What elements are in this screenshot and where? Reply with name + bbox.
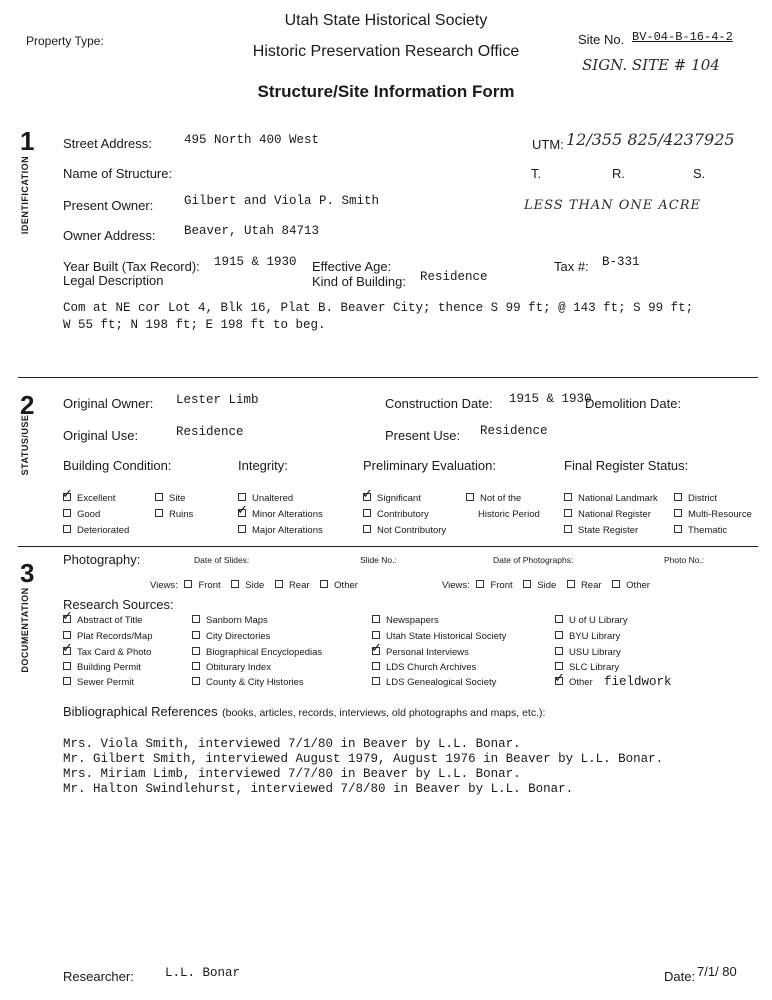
prelim-not-contributory-option[interactable]: Not Contributory bbox=[363, 525, 446, 536]
source-building-permit[interactable]: Building Permit bbox=[63, 662, 141, 673]
checkbox[interactable] bbox=[555, 647, 563, 655]
checkbox[interactable] bbox=[192, 662, 200, 670]
present-owner-value: Gilbert and Viola P. Smith bbox=[184, 194, 380, 208]
final-multi-resource-option[interactable]: Multi-Resource bbox=[674, 509, 752, 520]
owner-address-label: Owner Address: bbox=[63, 228, 156, 243]
source-slc-library[interactable]: SLC Library bbox=[555, 662, 619, 673]
integrity-major-option[interactable]: Major Alterations bbox=[238, 525, 323, 536]
section-2-number: 2 bbox=[20, 390, 35, 420]
checkbox[interactable] bbox=[238, 525, 246, 533]
checkbox[interactable] bbox=[476, 580, 484, 588]
building-condition-label: Building Condition: bbox=[63, 458, 172, 473]
checkbox-checked[interactable] bbox=[63, 615, 71, 623]
street-address-value: 495 North 400 West bbox=[184, 133, 320, 147]
date-value: 7/1/ 80 bbox=[697, 964, 737, 979]
final-national-landmark-option[interactable]: National Landmark bbox=[564, 493, 658, 504]
reference-line: Mr. Gilbert Smith, interviewed August 1979, August 1976 in Beaver by L.L. Bonar. bbox=[63, 752, 664, 766]
construction-date-label: Construction Date: bbox=[385, 396, 493, 411]
effective-age-label: Effective Age: bbox=[312, 259, 392, 274]
condition-deteriorated-option[interactable]: Deteriorated bbox=[63, 525, 129, 536]
source-utah-state-historical[interactable]: Utah State Historical Society bbox=[372, 631, 506, 642]
preliminary-evaluation-label: Preliminary Evaluation: bbox=[363, 458, 496, 473]
final-state-register-option[interactable]: State Register bbox=[564, 525, 638, 536]
researcher-label: Researcher: bbox=[63, 969, 134, 984]
source-lds-church-archives[interactable]: LDS Church Archives bbox=[372, 662, 476, 673]
checkbox-checked[interactable] bbox=[372, 647, 380, 655]
year-built-value: 1915 & 1930 bbox=[214, 255, 297, 269]
checkbox[interactable] bbox=[63, 509, 71, 517]
r-label: R. bbox=[612, 166, 625, 181]
year-built-label: Year Built (Tax Record): bbox=[63, 259, 200, 274]
t-label: T. bbox=[531, 166, 542, 181]
demolition-date-label: Demolition Date: bbox=[585, 396, 682, 411]
divider-2 bbox=[18, 546, 758, 547]
site-no-value: BV-04-B-16-4-2 bbox=[632, 30, 733, 44]
original-owner-value: Lester Limb bbox=[176, 393, 259, 407]
tax-number-label: Tax #: bbox=[554, 259, 589, 274]
original-use-value: Residence bbox=[176, 425, 244, 439]
checkbox[interactable] bbox=[523, 580, 531, 588]
checkbox[interactable] bbox=[192, 615, 200, 623]
checkbox[interactable] bbox=[363, 525, 371, 533]
checkbox[interactable] bbox=[63, 662, 71, 670]
prelim-not-historic-option[interactable]: Not of the bbox=[466, 493, 521, 504]
source-tax-card[interactable]: ✓Tax Card & Photo bbox=[63, 647, 151, 658]
source-obituary-index[interactable]: Obiturary Index bbox=[192, 662, 271, 673]
section-3-number: 3 bbox=[20, 558, 35, 588]
source-lds-genealogical[interactable]: LDS Genealogical Society bbox=[372, 677, 496, 688]
source-newspapers[interactable]: Newspapers bbox=[372, 615, 439, 626]
form-title: Structure/Site Information Form bbox=[257, 82, 515, 101]
source-city-directories[interactable]: City Directories bbox=[192, 631, 270, 642]
checkbox[interactable] bbox=[363, 509, 371, 517]
checkbox[interactable] bbox=[320, 580, 328, 588]
utm-label: UTM: bbox=[532, 137, 564, 152]
checkbox[interactable] bbox=[238, 493, 246, 501]
photo-no-label: Photo No.: bbox=[664, 555, 705, 565]
checkbox[interactable] bbox=[674, 525, 682, 533]
name-of-structure-label: Name of Structure: bbox=[63, 166, 173, 181]
integrity-label: Integrity: bbox=[238, 458, 288, 473]
construction-date-value: 1915 & 1930 bbox=[509, 392, 592, 406]
source-other-value: fieldwork bbox=[604, 675, 672, 689]
source-other[interactable]: ✓Other bbox=[555, 677, 593, 688]
checkbox[interactable] bbox=[372, 615, 380, 623]
present-owner-label: Present Owner: bbox=[63, 198, 154, 213]
present-use-value: Residence bbox=[480, 424, 548, 438]
date-label: Date: bbox=[664, 969, 696, 984]
checkbox-checked[interactable] bbox=[238, 509, 246, 517]
research-sources-label: Research Sources: bbox=[63, 597, 174, 612]
date-of-slides-label: Date of Slides: bbox=[194, 555, 250, 565]
condition-excellent-option[interactable]: ✓Excellent bbox=[63, 493, 116, 504]
checkbox[interactable] bbox=[63, 677, 71, 685]
legal-description-label: Legal Description bbox=[63, 273, 164, 288]
street-address-label: Street Address: bbox=[63, 136, 152, 151]
section-1-label: IDENTIFICATION bbox=[20, 155, 30, 235]
checkbox[interactable] bbox=[192, 647, 200, 655]
checkbox[interactable] bbox=[192, 677, 200, 685]
checkbox[interactable] bbox=[372, 631, 380, 639]
checkbox-checked[interactable] bbox=[63, 493, 71, 501]
checkbox[interactable] bbox=[192, 631, 200, 639]
checkbox[interactable] bbox=[555, 662, 563, 670]
checkbox-checked[interactable] bbox=[363, 493, 371, 501]
section-2-label: STATUS/USE bbox=[20, 414, 30, 476]
section-3-label: DOCUMENTATION bbox=[20, 587, 30, 673]
integrity-minor-option[interactable]: ✓Minor Alterations bbox=[238, 509, 323, 520]
present-use-label: Present Use: bbox=[385, 428, 461, 443]
utm-value: 12/355 825/4237925 bbox=[566, 130, 735, 149]
final-register-status-label: Final Register Status: bbox=[564, 458, 689, 473]
checkbox[interactable] bbox=[564, 493, 572, 501]
photos-views: Views: Front Side Rear Other bbox=[442, 580, 650, 591]
reference-line: Mrs. Viola Smith, interviewed 7/1/80 in Beaver by L.L. Bonar. bbox=[63, 737, 521, 751]
s-label: S. bbox=[693, 166, 706, 181]
checkbox[interactable] bbox=[567, 580, 575, 588]
prelim-contributory-option[interactable]: Contributory bbox=[363, 509, 429, 520]
section-1-number: 1 bbox=[20, 126, 35, 156]
office-name: Historic Preservation Research Office bbox=[252, 43, 520, 60]
acreage-note: LESS THAN ONE ACRE bbox=[524, 198, 702, 213]
original-use-label: Original Use: bbox=[63, 428, 139, 443]
checkbox[interactable] bbox=[63, 525, 71, 533]
prelim-significant-option[interactable]: ✓Significant bbox=[363, 493, 421, 504]
final-national-register-option[interactable]: National Register bbox=[564, 509, 651, 520]
divider-1 bbox=[18, 377, 758, 378]
researcher-value: L.L. Bonar bbox=[165, 966, 241, 980]
condition-ruins-option[interactable]: Ruins bbox=[155, 509, 193, 520]
final-district-option[interactable]: District bbox=[674, 493, 717, 504]
legal-description-line-1: Com at NE cor Lot 4, Blk 16, Plat B. Beaver City; thence S 99 ft; @ 143 ft; S 99 ft; bbox=[63, 301, 694, 315]
checkbox-checked[interactable] bbox=[555, 677, 563, 685]
condition-good-option[interactable]: Good bbox=[63, 509, 100, 520]
kind-of-building-value: Residence bbox=[420, 270, 488, 284]
reference-line: Mr. Halton Swindlehurst, interviewed 7/8/80 in Beaver by L.L. Bonar. bbox=[63, 782, 574, 796]
handwritten-site-note: SIGN. SITE # 104 bbox=[582, 56, 720, 74]
bibliographical-references-heading: Bibliographical References (books, articles, records, interviews, old photographs and maps, etc.): bbox=[63, 704, 546, 719]
source-sewer-permit[interactable]: Sewer Permit bbox=[63, 677, 134, 688]
source-biographical-encyclopedias[interactable]: Biographical Encyclopedias bbox=[192, 647, 322, 658]
checkbox[interactable] bbox=[184, 580, 192, 588]
checkbox[interactable] bbox=[155, 509, 163, 517]
checkbox[interactable] bbox=[564, 525, 572, 533]
checkbox[interactable] bbox=[372, 662, 380, 670]
owner-address-value: Beaver, Utah 84713 bbox=[184, 224, 320, 238]
checkbox[interactable] bbox=[564, 509, 572, 517]
checkbox[interactable] bbox=[674, 493, 682, 501]
source-plat-records[interactable]: Plat Records/Map bbox=[63, 631, 153, 642]
original-owner-label: Original Owner: bbox=[63, 396, 154, 411]
org-name: Utah State Historical Society bbox=[284, 12, 488, 29]
checkbox[interactable] bbox=[372, 677, 380, 685]
source-abstract-of-title[interactable]: ✓Abstract of Title bbox=[63, 615, 142, 626]
checkbox-checked[interactable] bbox=[63, 647, 71, 655]
checkbox[interactable] bbox=[466, 493, 474, 501]
tax-number-value: B-331 bbox=[602, 255, 640, 269]
checkbox[interactable] bbox=[63, 631, 71, 639]
kind-of-building-label: Kind of Building: bbox=[312, 274, 406, 289]
checkbox[interactable] bbox=[555, 615, 563, 623]
checkbox[interactable] bbox=[275, 580, 283, 588]
source-byu-library[interactable]: BYU Library bbox=[555, 631, 620, 642]
integrity-unaltered-option[interactable]: Unaltered bbox=[238, 493, 293, 504]
checkbox[interactable] bbox=[555, 631, 563, 639]
slides-views: Views: Front Side Rear Other bbox=[150, 580, 358, 591]
source-sanborn-maps[interactable]: Sanborn Maps bbox=[192, 615, 268, 626]
property-type-label: Property Type: bbox=[26, 34, 104, 48]
final-thematic-option[interactable]: Thematic bbox=[674, 525, 727, 536]
prelim-historic-period-text: Historic Period bbox=[478, 509, 540, 520]
source-personal-interviews[interactable]: ✓Personal Interviews bbox=[372, 647, 469, 658]
checkbox[interactable] bbox=[674, 509, 682, 517]
checkbox[interactable] bbox=[231, 580, 239, 588]
condition-site-option[interactable]: Site bbox=[155, 493, 185, 504]
slide-no-label: Slide No.: bbox=[360, 555, 397, 565]
source-usu-library[interactable]: USU Library bbox=[555, 647, 621, 658]
source-county-city-histories[interactable]: County & City Histories bbox=[192, 677, 304, 688]
photography-label: Photography: bbox=[63, 552, 141, 567]
date-of-photographs-label: Date of Photographs: bbox=[493, 555, 574, 565]
source-u-of-u-library[interactable]: U of U Library bbox=[555, 615, 628, 626]
checkbox[interactable] bbox=[155, 493, 163, 501]
checkbox[interactable] bbox=[612, 580, 620, 588]
site-no-label: Site No. bbox=[578, 32, 625, 47]
reference-line: Mrs. Miriam Limb, interviewed 7/7/80 in Beaver by L.L. Bonar. bbox=[63, 767, 521, 781]
legal-description-line-2: W 55 ft; N 198 ft; E 198 ft to beg. bbox=[63, 318, 326, 332]
